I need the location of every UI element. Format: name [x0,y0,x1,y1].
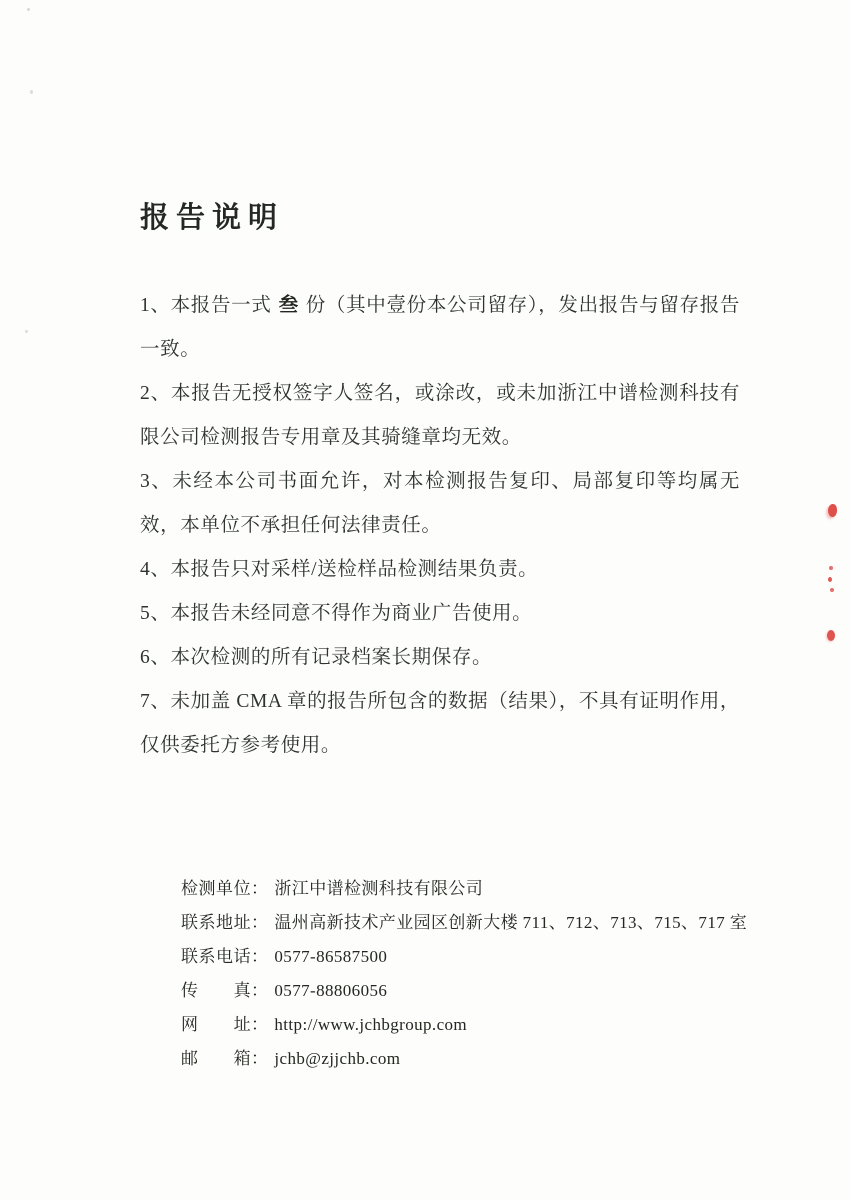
red-ink-scan-artifact [828,504,837,517]
note-item-1 [140,284,740,372]
note-item-3: 3、未经本公司书面允许，对本检测报告复印、局部复印等均属无效，本单位不承担任何法律责任。 [140,471,740,536]
contact-colon: ： [251,879,269,898]
contact-label: 网址 [181,1015,251,1034]
red-ink-scan-artifact [829,566,833,570]
contact-fax: 0577-88806056 [274,981,388,1000]
contact-colon: ： [251,913,269,932]
scan-speck [27,8,30,11]
contact-email: jchb@zjjchb.com [274,1049,401,1068]
contact-row-email [181,1042,741,1076]
contact-row-website [181,1008,741,1042]
red-ink-scan-artifact [827,630,835,641]
note-item-7: 7、未加盖 CMA 章的报告所包含的数据（结果），不具有证明作用，仅供委托方参考使用。 [140,691,740,756]
contact-colon: ： [251,1015,269,1034]
red-ink-scan-artifact [828,577,832,582]
scan-speck [30,90,33,94]
contact-row-address [181,906,748,940]
contact-colon: ： [251,981,269,1000]
contact-label: 联系地址 [181,913,251,932]
note-text-segment: 份（其中壹份本公司留存），发出报告与留存报告一致。 [140,295,740,360]
contact-label: 检测单位 [181,879,251,898]
contact-label: 联系电话 [181,947,251,966]
page-title: 报告说明 [140,202,285,234]
report-notes-section [140,198,740,768]
scan-speck [25,330,28,333]
note-item-2: 2、本报告无授权签字人签名，或涂改，或未加浙江中谱检测科技有限公司检测报告专用章及其骑缝章均无效。 [140,383,740,448]
contact-info-block [181,872,748,1076]
contact-row-phone [181,940,741,974]
contact-row-fax [181,974,741,1008]
contact-colon: ： [251,1049,269,1068]
copies-count-emphasis: 叁 [278,295,299,316]
report-notes-list [140,284,740,768]
contact-row-company [181,872,741,906]
contact-address: 温州高新技术产业园区创新大楼 711、712、713、715、717 室 [274,913,748,932]
note-item-5: 5、本报告未经同意不得作为商业广告使用。 [140,603,533,624]
contact-label: 传真 [181,981,251,1000]
contact-website-url: http://www.jchbgroup.com [274,1015,468,1034]
contact-colon: ： [251,947,269,966]
note-item-4: 4、本报告只对采样/送检样品检测结果负责。 [140,559,539,580]
company-name: 浙江中谱检测科技有限公司 [274,879,484,898]
contact-phone: 0577-86587500 [274,947,388,966]
red-ink-scan-artifact [830,588,834,592]
contact-label: 邮箱 [181,1049,251,1068]
note-text-segment: 1、本报告一式 [140,295,272,316]
note-item-6: 6、本次检测的所有记录档案长期保存。 [140,647,493,668]
